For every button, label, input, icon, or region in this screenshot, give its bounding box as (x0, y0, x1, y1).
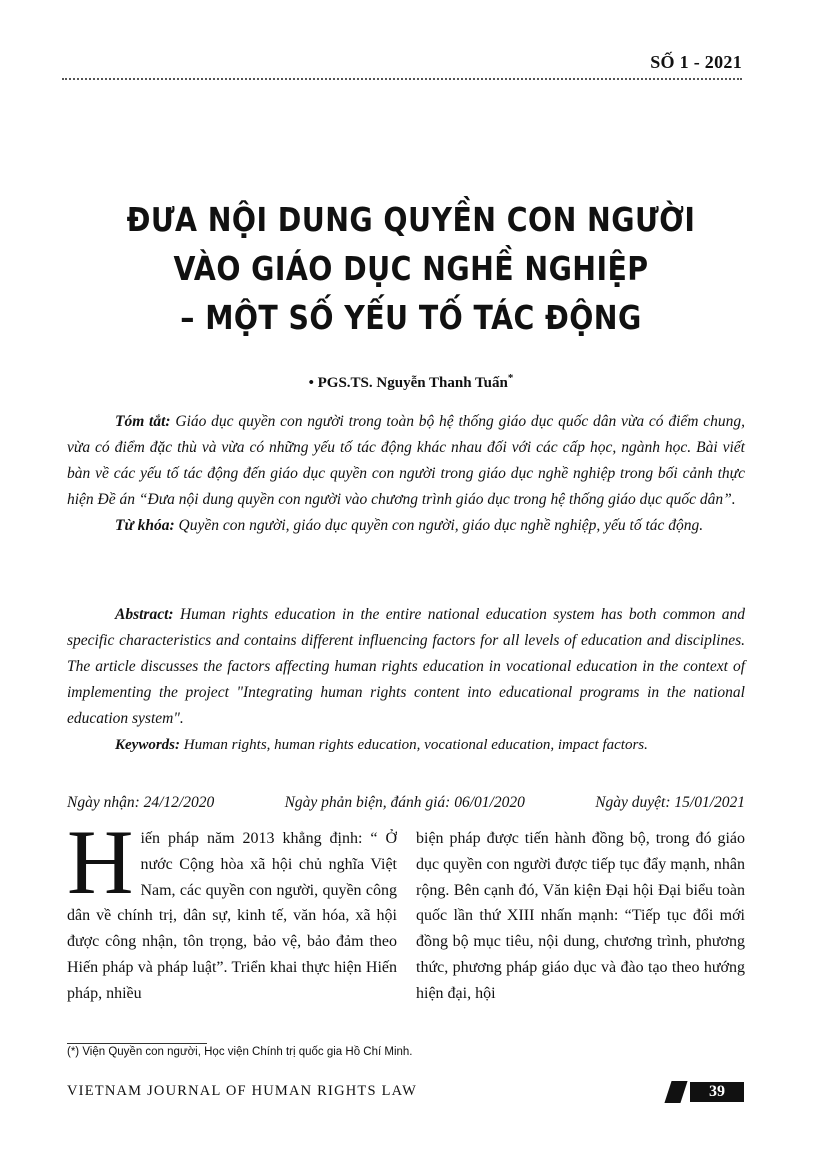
header-divider (62, 78, 742, 80)
journal-name: VIETNAM JOURNAL OF HUMAN RIGHTS LAW (67, 1083, 418, 1099)
keywords-en-text: Human rights, human rights education, vocational education, impact factors. (183, 737, 648, 753)
keywords-vn-text: Quyền con người, giáo dục quyền con người, giáo dục nghề nghiệp, yếu tố tác động. (178, 517, 704, 534)
drop-cap: H (67, 826, 134, 913)
keywords-en-label: Keywords: (115, 737, 180, 753)
abstract-en-label: Abstract: (115, 606, 174, 623)
date-approved: Ngày duyệt: 15/01/2021 (595, 794, 745, 811)
abstract-english (67, 602, 745, 758)
body-left-text: iến pháp năm 2013 khẳng định: “ Ở nước Cộng hòa xã hội chủ nghĩa Việt Nam, các quyền con người, quyền công dân về chính trị, dân sự, kinh tế, văn hóa, xã hội được công nhận, tôn trọng, bảo vệ, bảo đảm theo Hiến pháp và pháp luật”. Triển khai thực hiện Hiến pháp, nhiều (67, 830, 397, 1002)
title-line-2: VÀO GIÁO DỤC NGHỀ NGHIỆP (173, 249, 649, 288)
footnote: (*) Viện Quyền con người, Học viện Chính trị quốc gia Hồ Chí Minh. (67, 1046, 413, 1058)
abstract-en-text: Human rights education in the entire national education system has both common and specific characteristics and contains different influencing factors for all levels of education and disciplines. The article discusses the factors affecting human rights education in vocational education in the context of implementing the project "Integrating human rights content into educational programs in the national education system". (67, 606, 746, 727)
abstract-vietnamese (67, 409, 745, 539)
body-column-left (67, 826, 397, 1032)
article-dates (67, 794, 745, 812)
abstract-vn-text: Giáo dục quyền con người trong toàn bộ hệ thống giáo dục quốc dân vừa có điểm chung, vừa có điểm đặc thù và vừa có những yếu tố tác động khác nhau đối với các cấp học, ngành học. Bài viết bàn về các yếu tố tác động đến giáo dục quyền con người trong giáo dục nghề nghiệp trong bối cảnh thực hiện Đề án “Đưa nội dung quyền con người vào chương trình giáo dục trong hệ thống giáo dục quốc dân”. (67, 413, 745, 508)
page-number: 39 (690, 1082, 744, 1102)
author-line (0, 372, 822, 392)
article-title (58, 195, 765, 342)
date-reviewed: Ngày phản biện, đánh giá: 06/01/2020 (284, 794, 525, 811)
keywords-vn-label: Từ khóa: (115, 517, 175, 534)
issue-number: SỐ 1 - 2021 (650, 52, 742, 72)
footer-ornament (664, 1081, 687, 1103)
date-received: Ngày nhận: 24/12/2020 (67, 794, 215, 811)
body-column-right (416, 826, 745, 1032)
author-name: PGS.TS. Nguyễn Thanh Tuấn (317, 375, 508, 391)
title-line-1: ĐƯA NỘI DUNG QUYỀN CON NGƯỜI (126, 200, 696, 239)
abstract-vn-label: Tóm tắt: (115, 413, 171, 430)
author-footnote-marker: * (507, 372, 514, 384)
author-bullet: • (308, 375, 314, 391)
footnote-divider (67, 1043, 207, 1044)
body-right-text: biện pháp được tiến hành đồng bộ, trong đó giáo dục quyền con người được tiếp tục đẩy mạnh, nhân rộng. Bên cạnh đó, Văn kiện Đại hội Đại biểu toàn quốc lần thứ XIII nhấn mạnh: “Tiếp tục đổi mới đồng bộ mục tiêu, nội dung, chương trình, phương thức, phương pháp giáo dục và đào tạo theo hướng hiện đại, hội (416, 830, 745, 1002)
title-line-3: – MỘT SỐ YẾU TỐ TÁC ĐỘNG (180, 298, 642, 337)
